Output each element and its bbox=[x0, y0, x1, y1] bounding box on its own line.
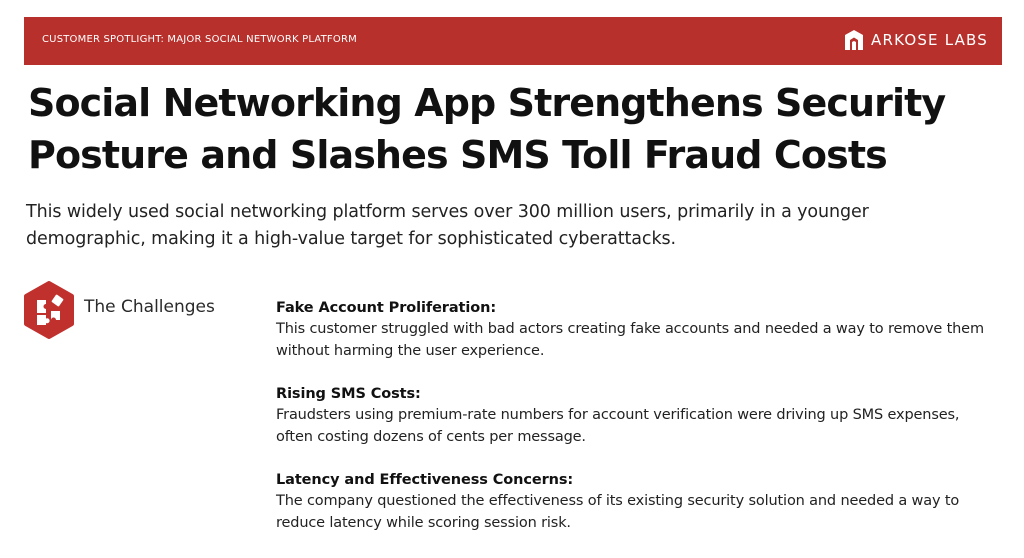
list-item bbox=[276, 299, 996, 362]
spotlight-banner bbox=[24, 17, 1002, 65]
list-item bbox=[276, 385, 996, 448]
logo-text: ARKOSE LABS bbox=[871, 31, 988, 49]
arkose-labs-logo-icon bbox=[843, 29, 865, 51]
section-title: The Challenges bbox=[84, 297, 215, 317]
arkose-labs-logo bbox=[843, 29, 988, 51]
challenge-title: Rising SMS Costs: bbox=[276, 386, 421, 402]
challenge-body: The company questioned the effectiveness of its existing security solution and needed a way to reduce latency while scoring session risk. bbox=[276, 493, 960, 531]
intro-paragraph: This widely used social networking platform serves over 300 million users, primarily in a younger demographic, making it a high-value target for sophisticated cyberattacks. bbox=[26, 202, 869, 249]
banner-label: CUSTOMER SPOTLIGHT: MAJOR SOCIAL NETWORK PLATFORM bbox=[42, 34, 357, 45]
challenges-list bbox=[276, 299, 996, 557]
challenge-body: Fraudsters using premium-rate numbers for account verification were driving up SMS expenses, often costing dozens of cents per message. bbox=[276, 407, 960, 445]
challenge-title: Latency and Effectiveness Concerns: bbox=[276, 472, 574, 488]
page-title: Social Networking App Strengthens Security Posture and Slashes SMS Toll Fraud Costs bbox=[28, 81, 946, 177]
list-item bbox=[276, 471, 996, 534]
challenge-title: Fake Account Proliferation: bbox=[276, 300, 497, 316]
puzzle-icon bbox=[22, 281, 76, 339]
challenge-body: This customer struggled with bad actors creating fake accounts and needed a way to remove them without harming the user experience. bbox=[276, 321, 984, 359]
